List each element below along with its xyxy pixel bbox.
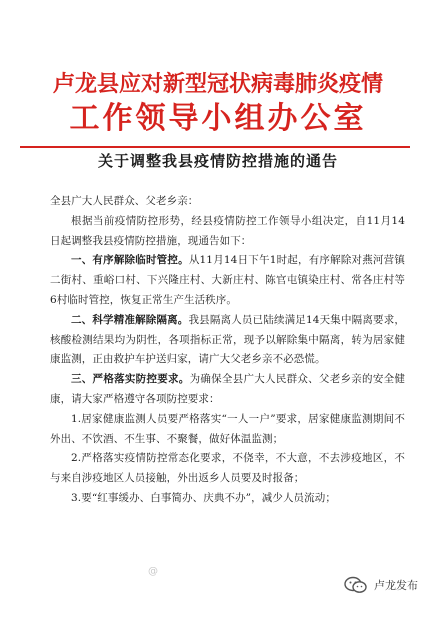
section-1-heading: 一、有序解除临时管控。 bbox=[71, 254, 189, 267]
intro-paragraph: 根据当前疫情防控形势，经县疫情防控工作领导小组决定，自11月14日起调整我县疫情防控措施，现通告如下： bbox=[50, 214, 405, 247]
item-1: 1.居家健康监测人员要严格落实“一人一户”要求，居家健康监测期间不外出、不饮酒、不生事、不聚餐，做好体温监测； bbox=[50, 412, 405, 445]
item-3: 3.要“红事缓办、白事简办、庆典不办”，减少人员流动； bbox=[71, 491, 336, 504]
red-divider bbox=[20, 146, 410, 148]
wechat-icon bbox=[344, 576, 368, 594]
wechat-watermark bbox=[344, 576, 418, 594]
red-letterhead bbox=[0, 70, 436, 138]
section-3 bbox=[50, 370, 405, 410]
item-2: 2.严格落实疫情防控常态化要求，不侥幸，不大意，不去涉疫地区，不与来自涉疫地区人员接触，外出返乡人员要及时报备； bbox=[50, 452, 405, 485]
section-1 bbox=[50, 251, 405, 310]
greeting: 全县广大人民群众、父老乡亲： bbox=[50, 195, 199, 207]
section-3-heading: 三、严格落实防控要求。 bbox=[71, 373, 190, 386]
letterhead-line2: 工作领导小组办公室 bbox=[69, 101, 367, 136]
section-2 bbox=[50, 311, 405, 370]
notice-body bbox=[50, 192, 405, 509]
section-2-text: 我县隔离人员已陆续满足14天集中隔离要求，核酸检测结果均为阴性，各项指标正常，现予以解除集中隔离，转为居家健康监测，正由救护车护送归家，请广大父老乡亲不必恐慌。 bbox=[50, 313, 405, 366]
weibo-watermark: @ bbox=[148, 566, 158, 577]
section-2-heading: 二、科学精准解除隔离。 bbox=[71, 313, 189, 326]
letterhead-line1: 卢龙县应对新型冠状病毒肺炎疫情 bbox=[52, 72, 383, 97]
section-3-text: 为确保全县广大人民群众、父老乡亲的安全健康，请大家严格遵守各项防控要求： bbox=[50, 373, 405, 405]
wechat-account-name: 卢龙发布 bbox=[374, 579, 418, 592]
section-1-text: 从11月14日下午1时起，有序解除对燕河营镇二街村、重峪口村、下兴隆庄村、大新庄村、陈官屯镇染庄村、常各庄村等6村临时管控，恢复正常生产生活秩序。 bbox=[50, 254, 405, 306]
notice-title: 关于调整我县疫情防控措施的通告 bbox=[97, 152, 338, 170]
